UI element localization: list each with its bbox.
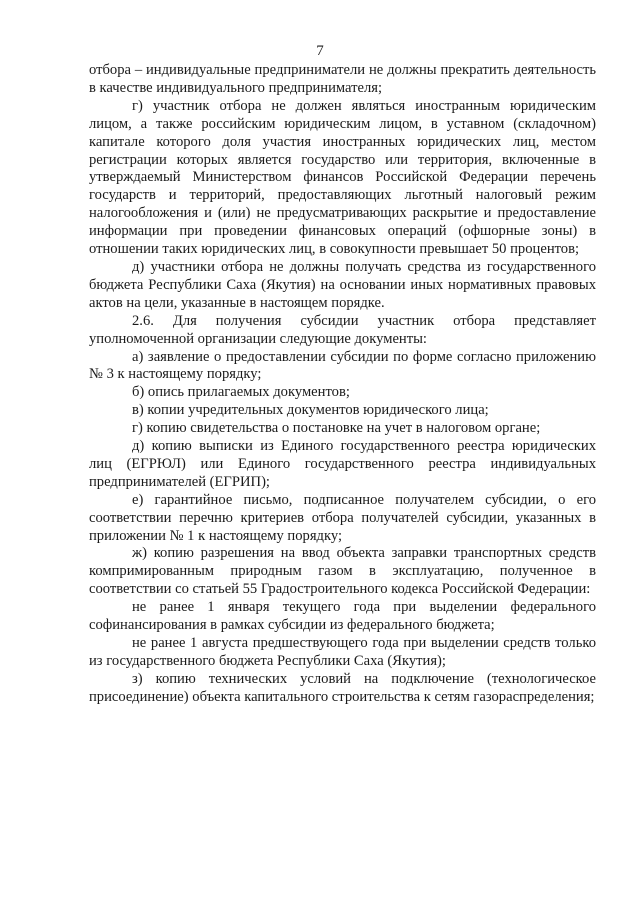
paragraph: г) участник отбора не должен являться иностранным юридическим лицом, а также российским юридическим лицом, в уставном (складочном) капитале которого доля участия иностранных юридических лиц, местом регистрации которых является государство или территория, включенные в утверждаемый Министерством финансов Российской Федерации перечень государств и территорий, предоставляющих льготный налоговый режим налогообложения и (или) не предусматривающих раскрытие и предоставление информации при проведении финансовых операций (офшорные зоны) в отношении таких юридических лиц, в совокупности превышает 50 процентов;	[89, 97, 596, 258]
paragraph: отбора – индивидуальные предприниматели не должны прекратить деятельность в качестве индивидуального предпринимателя;	[89, 62, 596, 96]
paragraph: не ранее 1 августа предшествующего года при выделении средств только из государственного бюджета Республики Саха (Якутия);	[89, 635, 596, 669]
paragraph: д) копию выписки из Единого государственного реестра юридических лиц (ЕГРЮЛ) или Единого государственного реестра индивидуальных предпринимателей (ЕГРИП);	[89, 438, 596, 490]
paragraph: е) гарантийное письмо, подписанное получателем субсидии, о его соответствии перечню критериев отбора получателей субсидии, указанных в приложении № 1 к настоящему порядку;	[89, 491, 596, 544]
paragraph: ж) копию разрешения на ввод объекта заправки транспортных средств компримированным природным газом в эксплуатацию, полученное в соответствии со статьей 55 Градостроительного кодекса Российской Федерации:	[89, 545, 596, 598]
paragraph: не ранее 1 января текущего года при выделении федерального софинансирования в рамках субсидии из федерального бюджета;	[89, 599, 596, 634]
paragraph: б) опись прилагаемых документов;	[132, 384, 350, 401]
document-body	[89, 62, 596, 707]
paragraph: в) копии учредительных документов юридического лица;	[132, 402, 489, 419]
paragraph: з) копию технических условий на подключение (технологическое присоединение) объекта капитального строительства к сетям газораспределения;	[89, 670, 596, 705]
paragraph: 2.6. Для получения субсидии участник отбора представляет уполномоченной организации следующие документы:	[89, 312, 596, 347]
paragraph: а) заявление о предоставлении субсидии по форме согласно приложению № 3 к настоящему порядку;	[89, 348, 596, 383]
page-number: 7	[316, 43, 324, 59]
paragraph: г) копию свидетельства о постановке на учет в налоговом органе;	[132, 420, 541, 437]
paragraph: д) участники отбора не должны получать средства из государственного бюджета Республики Саха (Якутия) на основании иных нормативных правовых актов на цели, указанные в настоящем порядке.	[89, 258, 596, 311]
